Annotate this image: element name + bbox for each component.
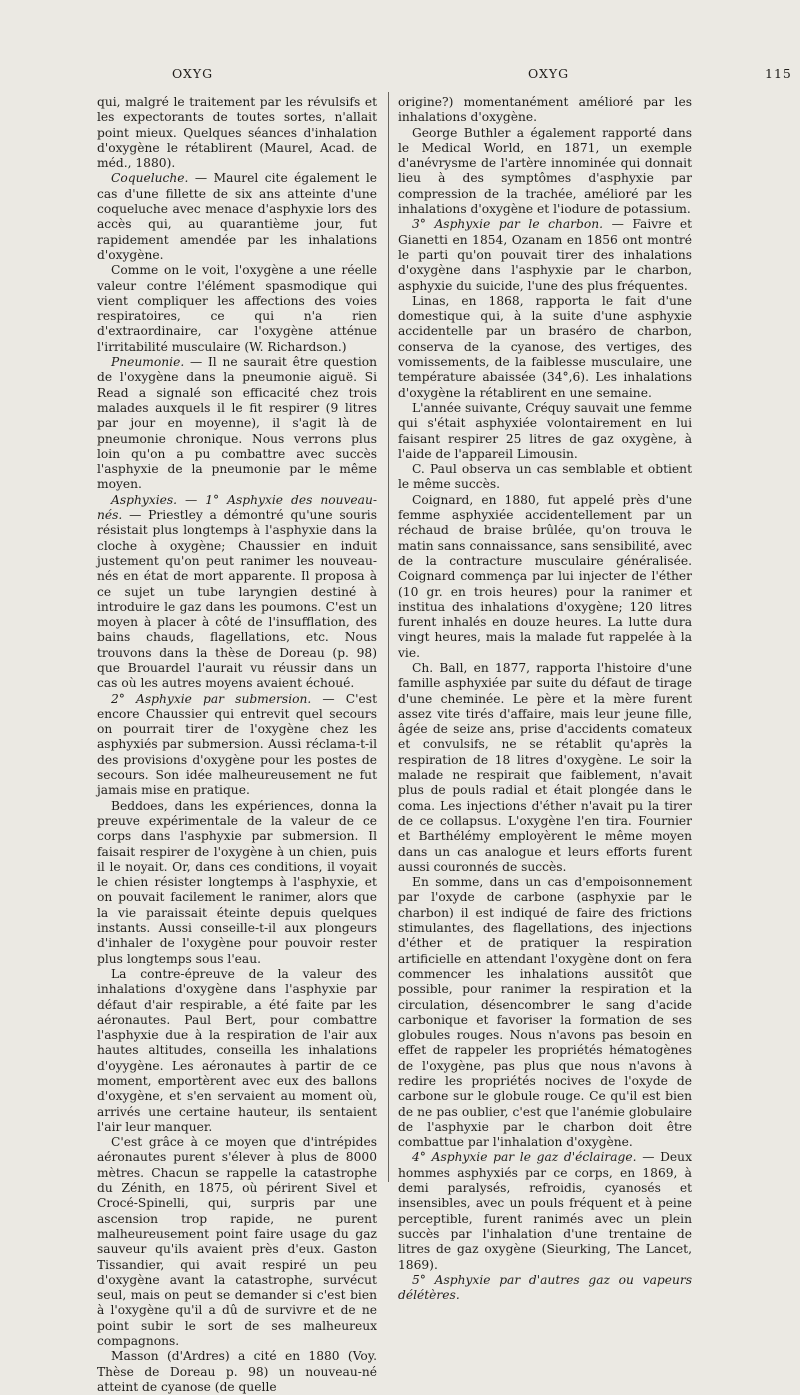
running-head-right: OXYG [528, 66, 570, 81]
paragraph [97, 355, 377, 493]
paragraph-text: Coignard, en 1880, fut appelé près d'une femme asphyxiée accidentellement par un réchaud de braise brûlée, qu'on trouva le matin sans connaissance, sans sensibilité, avec de la contracture musculaire généralisée. Coignard commença par lui injecter de l'éther (10 gr. en trois heures) pour la ranimer et institua des inhalations d'oxygène; 120 litres furent inhalés en douze heures. La lutte dura vingt heures, mais la malade fut rappelée à la vie. [398, 492, 692, 660]
paragraph [97, 799, 377, 967]
paragraph-text: Ch. Ball, en 1877, rapporta l'histoire d'une famille asphyxiée par suite du défaut de tirage d'une cheminée. Le père et la mère furent assez vite tirés d'affaire, mais leur jeune fille, âgée de seize ans, prise d'accidents comateux et convulsifs, ne se rétablit qu'après la respiration de 18 litres d'oxygène. Le soir la malade ne respirait que faiblement, n'avait plus de pouls radial et était plongée dans le coma. Les injections d'éther n'avait pu la tirer de ce collapsus. L'oxygène l'en tira. Fournier et Barthélémy employèrent le même moyen dans un cas analogue et leurs efforts furent aussi couronnés de succès. [398, 660, 692, 874]
paragraph-text: Comme on le voit, l'oxygène a une réelle valeur contre l'élément spasmodique qui vient compliquer les affections des voies respiratoires, ce qui n'a rien d'extraordinaire, car l'oxygène atténue l'irritabilité musculaire (W. Richardson.) [97, 263, 377, 354]
paragraph-text: — Maurel cite également le cas d'une fillette de six ans atteinte d'une coqueluche avec menace d'asphyxie lors des accès qui, au quarantième jour, fut rapidement amendée par les inhalations d'oxygène. [97, 171, 377, 262]
paragraph-heading: 4° Asphyxie par le gaz d'éclairage. [412, 1150, 637, 1165]
paragraph-text: — Priestley a démontré qu'une souris résistait plus longtemps à l'asphyxie dans la cloche à oxygène; Chaussier en induit justement qu'on peut ranimer les nouveau-nés en état de mort apparente. Il proposa à ce sujet un tube laryngien destiné à introduire le gaz dans les poumons. C'est un moyen à placer à côté de l'insufflation, des bains chauds, flagellations, etc. Nous trouvons dans la thèse de Doreau (p. 98) que Brouardel l'aurait vu réussir dans un cas où les autres moyens avaient échoué. [97, 508, 377, 691]
paragraph [398, 95, 692, 126]
paragraph [97, 1135, 377, 1349]
paragraph [398, 401, 692, 462]
paragraph-heading: Coqueluche. [111, 171, 189, 186]
paragraph-text: L'année suivante, Créquy sauvait une femme qui s'était asphyxiée volontairement en lui faisant respirer 25 litres de gaz oxygène, à l'aide de l'appareil Limousin. [398, 400, 692, 461]
paragraph-text: — Il ne saurait être question de l'oxygène dans la pneumonie aiguë. Si Read a signalé son efficacité chez trois malades auxquels il le fit respirer (9 litres par jour en moyenne), il s'agit là de pneumonie chronique. Nous verrons plus loin qu'on a pu combattre avec succès l'asphyxie de la pneumonie par le même moyen. [97, 355, 377, 492]
paragraph-text: qui, malgré le traitement par les révulsifs et les expectorants de toutes sortes, n'allait point mieux. Quelques séances d'inhalation d'oxygène le rétablirent (Maurel, Acad. de méd., 1880). [97, 95, 377, 171]
paragraph [97, 493, 377, 692]
paragraph-heading: Pneumonie. [111, 355, 185, 370]
paragraph-text: La contre-épreuve de la valeur des inhalations d'oxygène dans l'asphyxie par défaut d'air respirable, a été faite par les aéronautes. Paul Bert, pour combattre l'asphyxie due à la respiration de l'air aux hautes altitudes, conseilla les inhalations d'oyygène. Les aéronautes à partir de ce moment, emportèrent avec eux des ballons d'oxygène, et s'en servaient au moment où, arrivés une certaine hauteur, ils sentaient l'air leur manquer. [97, 966, 377, 1134]
paragraph [398, 1273, 692, 1304]
right-text-column [398, 95, 692, 1303]
paragraph [97, 263, 377, 355]
paragraph [97, 95, 377, 171]
paragraph [398, 217, 692, 293]
paragraph-text: — C'est encore Chaussier qui entrevit quel secours on pourrait tirer de l'oxygène chez les asphyxiés par submersion. Aussi réclama-t-il des provisions d'oxygène pour les postes de secours. Son idée malheureusement ne fut jamais mise en pratique. [97, 691, 377, 798]
paragraph-text: C'est grâce à ce moyen que d'intrépides aéronautes purent s'élever à plus de 8000 mètres. Chacun se rappelle la catastrophe du Zénith, en 1875, où périrent Sivel et Crocé-Spinelli, qui, surpris par une ascension trop rapide, ne purent malheureusement point faire usage du gaz sauveur qu'ils avaient près d'eux. Gaston Tissandier, qui avait respiré un peu d'oxygène avant la catastrophe, survécut seul, mais on peut se demander si c'est bien à l'oxygène qu'il a dû de survivre et de ne point subir le sort de ses malheureux compagnons. [97, 1135, 377, 1349]
paragraph-text: — Faivre et Gianetti en 1854, Ozanam en 1856 ont montré le parti qu'on pouvait tirer des inhalations d'oxygène dans l'asphyxie par le charbon, asphyxie du suicide, l'une des plus fréquentes. [398, 217, 692, 293]
paragraph [398, 875, 692, 1150]
paragraph-text: Linas, en 1868, rapporta le fait d'une domestique qui, à la suite d'une asphyxie accidentelle par un braséro de charbon, conserva de la cyanose, des vertiges, des vomissements, de la faiblesse musculaire, une température abaissée (34°,6). Les inhalations d'oxygène la rétablirent en une semaine. [398, 293, 692, 400]
paragraph [398, 126, 692, 218]
left-text-column [97, 95, 377, 1395]
paragraph [398, 661, 692, 875]
running-head-left: OXYG [172, 66, 214, 81]
paragraph [398, 294, 692, 401]
paragraph-text: George Buthler a également rapporté dans le Medical World, en 1871, un exemple d'anévrysme de l'artère innominée qui donnait lieu à des symptômes d'asphyxie par compression de la trachée, amélioré par les inhalations d'oxygène et l'iodure de potassium. [398, 125, 692, 217]
paragraph-heading: Asphyxies. — 1° Asphyxie des nouveau-nés. [97, 492, 377, 523]
paragraph-text: En somme, dans un cas d'empoisonnement par l'oxyde de carbone (asphyxie par le charbon) il est indiqué de faire des frictions stimulantes, des flagellations, des injections d'éther et de pratiquer la respiration artificielle en attendant l'oxygène dont on fera commencer les inhalations aussitôt que possible, pour ranimer la respiration et la circulation, désencombrer le sang d'acide carbonique et favoriser la formation de ses globules rouges. Nous n'avons pas besoin en effet de rappeler les propriétés hématogènes de l'oxygène, pas plus que nous n'avons à redire les propriétés nocives de l'oxyde de carbone sur le globule rouge. Ce qu'il est bien de ne pas oublier, c'est que l'anémie globulaire de l'asphyxie par le charbon doit être combattue par l'inhalation d'oxygène. [398, 875, 692, 1150]
paragraph-text: origine?) momentanément amélioré par les inhalations d'oxygène. [398, 95, 692, 125]
paragraph [398, 1150, 692, 1272]
paragraph [97, 967, 377, 1135]
paragraph-heading: 2° Asphyxie par submersion. [111, 691, 312, 706]
paragraph [97, 171, 377, 263]
paragraph-heading: 3° Asphyxie par le charbon. [412, 217, 604, 232]
paragraph [97, 1349, 377, 1395]
paragraph [398, 462, 692, 493]
paragraph-heading: 5° Asphyxie par d'autres gaz ou vapeurs délétères. [398, 1272, 692, 1303]
paragraph-text: Masson (d'Ardres) a cité en 1880 (Voy. Thèse de Doreau p. 98) un nouveau-né atteint de cyanose (de quelle [97, 1349, 377, 1394]
column-divider [388, 92, 389, 1182]
paragraph [97, 692, 377, 799]
paragraph [398, 493, 692, 661]
paragraph-text: Beddoes, dans les expériences, donna la preuve expérimentale de la valeur de ce corps dans l'asphyxie par submersion. Il faisait respirer de l'oxygène à un chien, puis il le noyait. Or, dans ces conditions, il voyait le chien résister longtemps à l'asphyxie, et on pouvait facilement le ranimer, alors que la vie paraissait éteinte depuis quelques instants. Aussi conseille-t-il aux plongeurs d'inhaler de l'oxygène pour pouvoir rester plus longtemps sous l'eau. [97, 798, 377, 966]
page-number: 115 [765, 66, 792, 81]
paragraph-text: — Deux hommes asphyxiés par ce corps, en 1869, à demi paralysés, refroidis, cyanosés et insensibles, avec un pouls fréquent et à peine perceptible, furent ranimés avec un plein succès par l'inhalation d'une trentaine de litres de gaz oxygène (Sieurking, The Lancet, 1869). [398, 1150, 692, 1272]
paragraph-text: C. Paul observa un cas semblable et obtient le même succès. [398, 462, 692, 492]
